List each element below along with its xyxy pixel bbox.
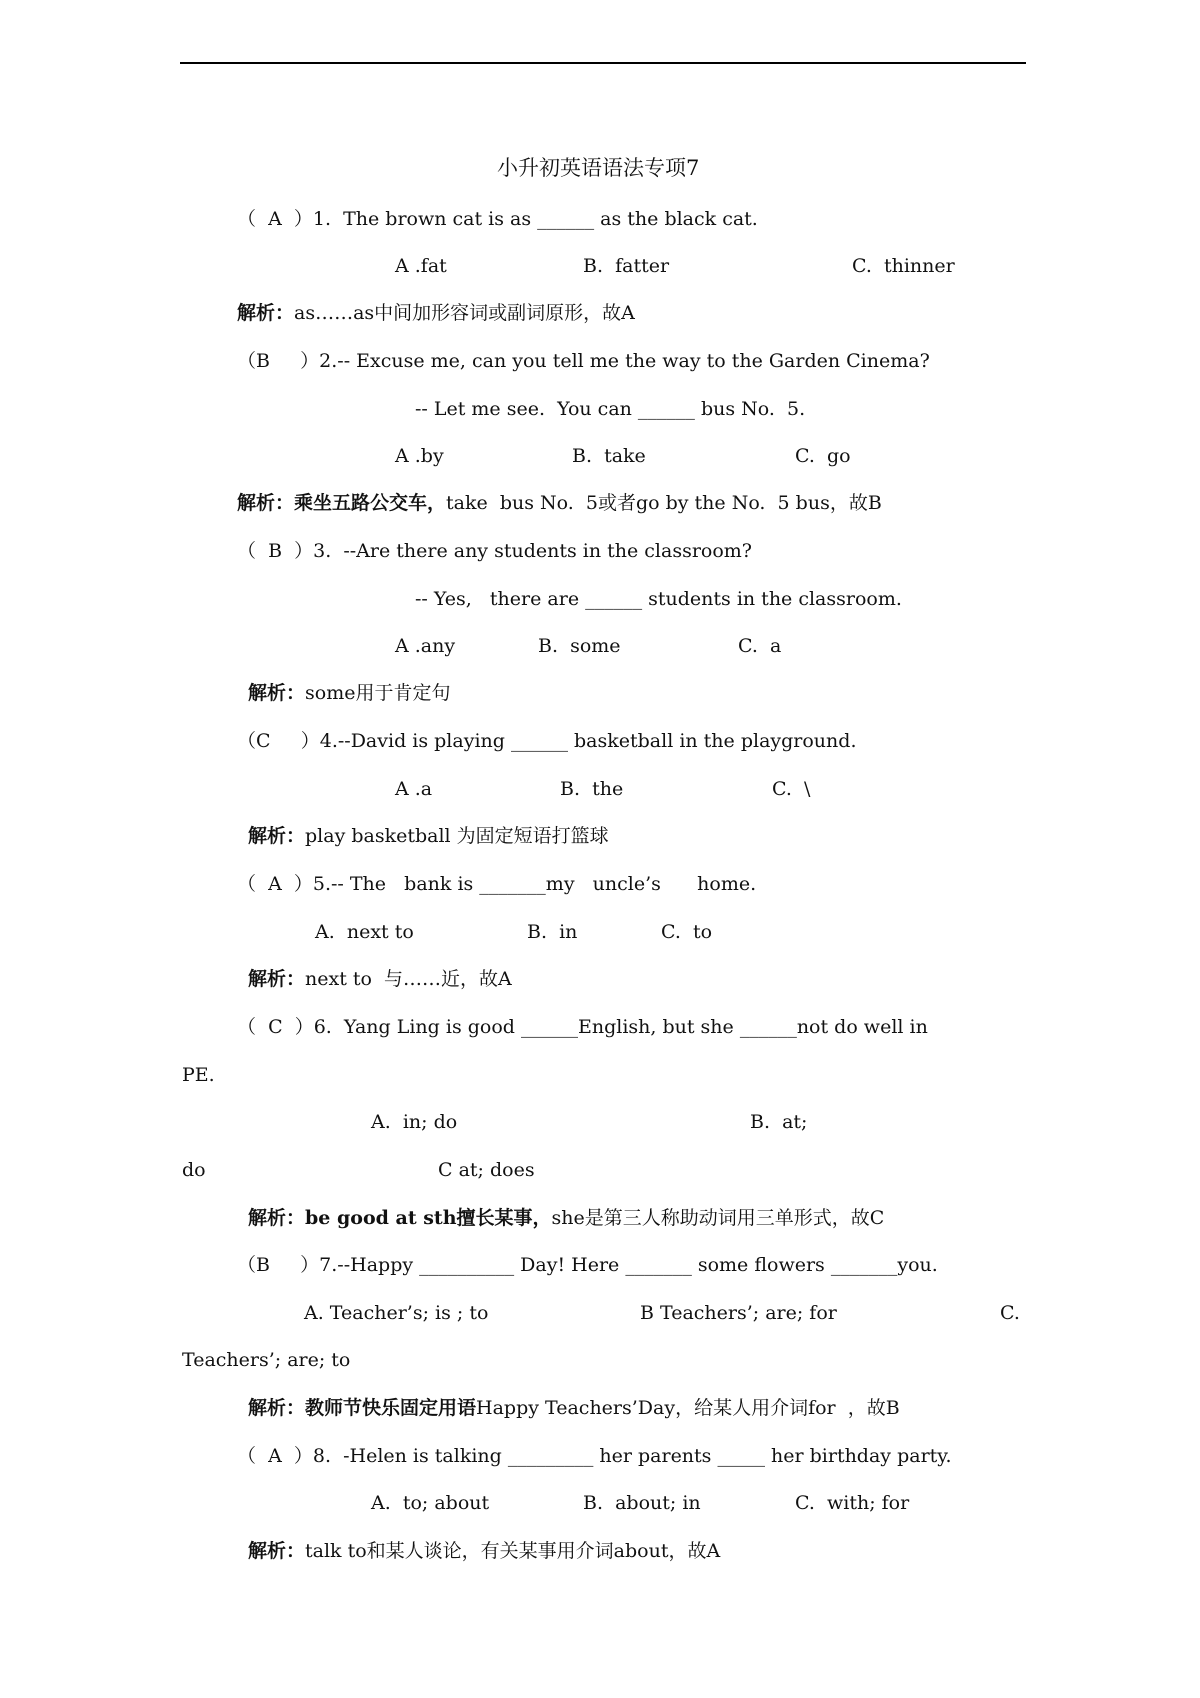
- question-6-option-a: A. in; do: [371, 1111, 458, 1133]
- question-6-option-c: C at; does: [438, 1159, 535, 1181]
- question-5-stem: （ A ）5.-- The bank is _______my uncle’s home.: [237, 873, 757, 895]
- explanation-text: play basketball 为固定短语打篮球: [305, 825, 609, 847]
- question-1-explanation: [237, 300, 635, 326]
- question-4-option-b: B. the: [560, 778, 624, 800]
- explanation-bold: 乘坐五路公交车，: [294, 492, 447, 514]
- header-rule: [180, 62, 1026, 64]
- question-7-option-a: A. Teacher’s; is ; to: [304, 1302, 489, 1324]
- question-1-option-a: A .fat: [395, 255, 447, 277]
- explanation-text: some用于肯定句: [305, 682, 451, 704]
- question-7-option-b: B Teachers’; are; for: [640, 1302, 837, 1324]
- explanation-label: 解析：: [248, 968, 306, 990]
- question-1-stem: （ A ）1. The brown cat is as ______ as the black cat.: [237, 208, 758, 230]
- question-5-option-b: B. in: [527, 921, 578, 943]
- question-5-option-a: A. next to: [315, 921, 414, 943]
- explanation-bold: 教师节快乐固定用语: [305, 1397, 477, 1419]
- question-2-stem: （B ）2.-- Excuse me, can you tell me the way to the Garden Cinema?: [237, 350, 930, 372]
- explanation-label: 解析：: [248, 825, 306, 847]
- question-1-option-b: B. fatter: [583, 255, 670, 277]
- explanation-text: Happy Teachers’Day，给某人用介词for ，故B: [476, 1397, 900, 1419]
- explanation-text: take bus No. 5或者go by the No. 5 bus，故B: [446, 492, 882, 514]
- explanation-label: 解析：: [237, 302, 295, 324]
- question-5-explanation: [248, 966, 512, 992]
- question-3-line2: -- Yes, there are ______ students in the classroom.: [415, 588, 902, 610]
- question-7-option-c: C.: [1000, 1302, 1020, 1324]
- question-2-explanation: [237, 490, 882, 516]
- question-4-option-c: C. \: [772, 778, 811, 800]
- question-8-stem: （ A ）8. -Helen is talking _________ her parents _____ her birthday party.: [237, 1445, 952, 1467]
- question-6-option-b: B. at;: [750, 1111, 808, 1133]
- explanation-text: she是第三人称助动词用三单形式，故C: [551, 1207, 885, 1229]
- question-8-explanation: [248, 1538, 720, 1564]
- question-6-explanation: [248, 1205, 884, 1231]
- question-2-option-c: C. go: [795, 445, 851, 467]
- question-3-stem: （ B ）3. --Are there any students in the classroom?: [237, 540, 752, 562]
- question-2-option-a: A .by: [395, 445, 444, 467]
- question-6-stem: （ C ）6. Yang Ling is good ______English, but she ______not do well in: [237, 1016, 928, 1038]
- explanation-label: 解析：: [248, 1540, 306, 1562]
- question-8-option-b: B. about; in: [583, 1492, 701, 1514]
- question-3-option-b: B. some: [538, 635, 621, 657]
- question-8-option-a: A. to; about: [371, 1492, 490, 1514]
- question-8-option-c: C. with; for: [795, 1492, 910, 1514]
- explanation-label: 解析：: [237, 492, 295, 514]
- explanation-text: talk to和某人谈论，有关某事用介词about，故A: [305, 1540, 721, 1562]
- explanation-bold: be good at sth擅长某事，: [305, 1207, 552, 1229]
- question-1-option-c: C. thinner: [852, 255, 955, 277]
- question-3-explanation: [248, 680, 450, 706]
- explanation-text: as……as中间加形容词或副词原形，故A: [294, 302, 635, 324]
- explanation-label: 解析：: [248, 1207, 306, 1229]
- question-3-option-a: A .any: [395, 635, 456, 657]
- explanation-text: next to 与……近，故A: [305, 968, 512, 990]
- explanation-label: 解析：: [248, 682, 306, 704]
- question-6-stem-continued: PE.: [182, 1064, 215, 1086]
- question-4-explanation: [248, 823, 609, 849]
- question-7-explanation: [248, 1395, 900, 1421]
- question-2-option-b: B. take: [572, 445, 646, 467]
- question-5-option-c: C. to: [661, 921, 713, 943]
- question-3-option-c: C. a: [738, 635, 782, 657]
- question-7-option-c-continued: Teachers’; are; to: [182, 1349, 351, 1371]
- page-title: 小升初英语语法专项7: [497, 156, 700, 180]
- question-2-line2: -- Let me see. You can ______ bus No. 5.: [415, 398, 806, 420]
- question-6-option-b-continued: do: [182, 1159, 206, 1181]
- explanation-label: 解析：: [248, 1397, 306, 1419]
- question-4-option-a: A .a: [395, 778, 433, 800]
- question-7-stem: （B ）7.--Happy __________ Day! Here _______ some flowers _______you.: [237, 1254, 938, 1276]
- question-4-stem: （C ）4.--David is playing ______ basketball in the playground.: [237, 730, 857, 752]
